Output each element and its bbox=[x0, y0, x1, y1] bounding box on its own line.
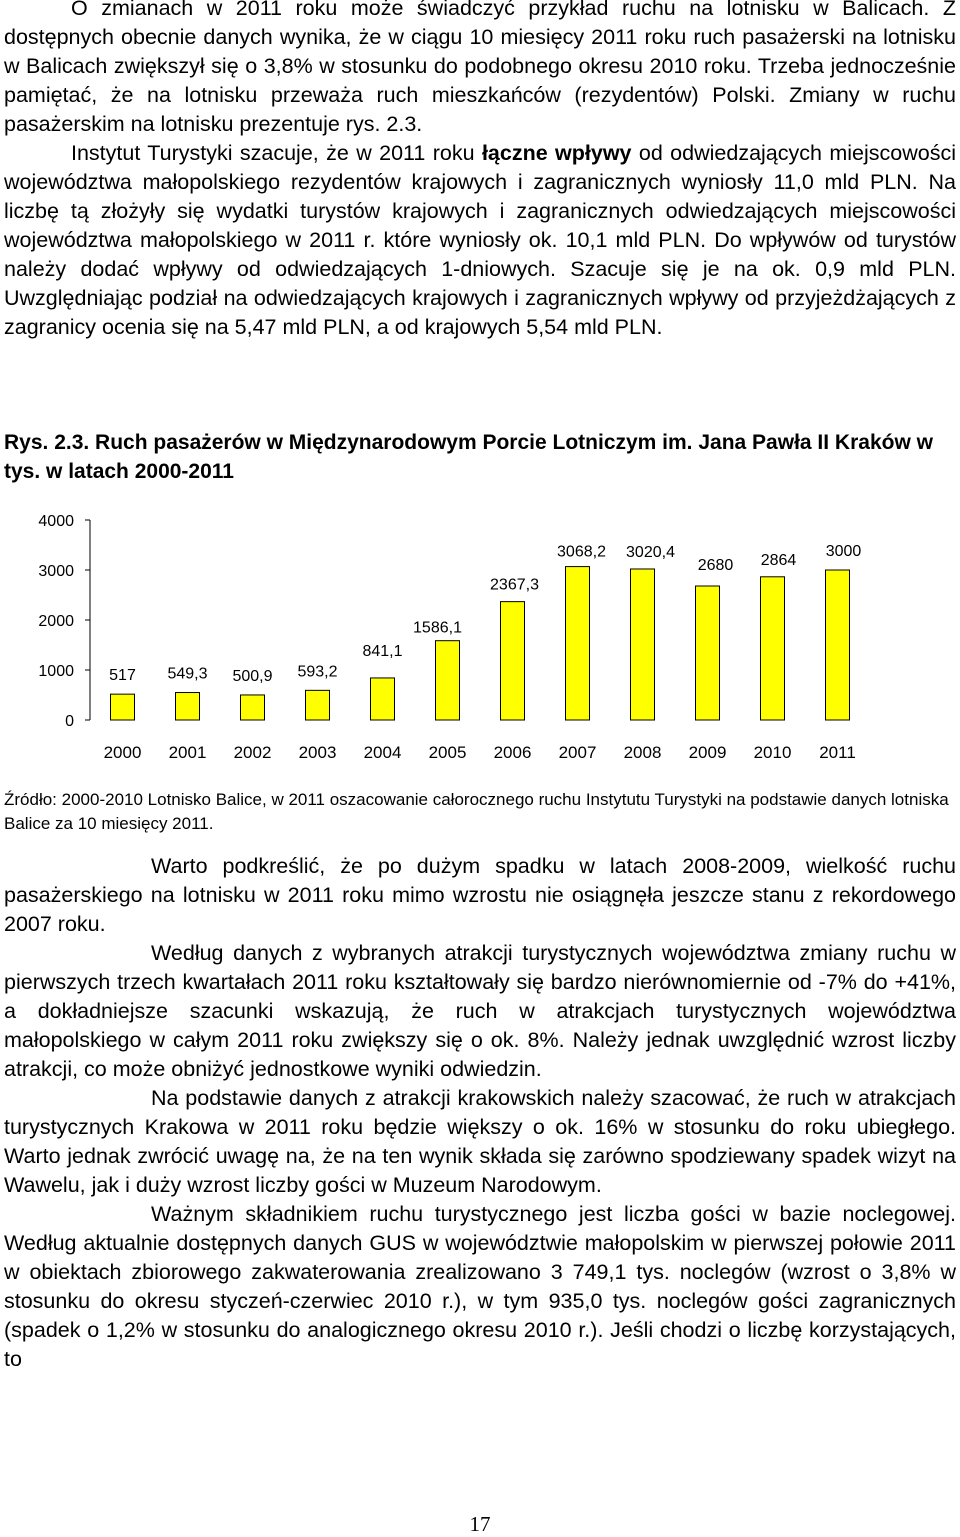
y-tick-label: 1000 bbox=[38, 663, 74, 680]
data-label-2005: 1586,1 bbox=[413, 619, 462, 637]
data-label-2010: 2864 bbox=[760, 551, 797, 569]
data-label-2004: 841,1 bbox=[362, 642, 403, 660]
x-tick-label-2004: 2004 bbox=[363, 743, 402, 762]
bar-2005 bbox=[436, 641, 460, 720]
bar-2006 bbox=[501, 602, 525, 720]
bar-2002 bbox=[241, 695, 265, 720]
paragraph-attractions: Według danych z wybranych atrakcji turystycznych województwa zmiany ruchu w pierwszych trzech kwartałach 2011 roku kształtowały się bardzo nierównomiernie od -7% do +41%, a dokładniejsze szacunki wskazują, że ruch w atrakcjach turystycznych województwa małopolskiego w całym 2011 roku zwiększy się o ok. 8%. Należy jednak uwzględnić wzrost liczby atrakcji, co może obniżyć jednostkowe wyniki odwiedzin. bbox=[4, 941, 956, 1081]
bar-2003 bbox=[306, 690, 330, 720]
bar-2009 bbox=[696, 586, 720, 720]
paragraph-revenues-end: od odwiedzających miejscowości województwa małopolskiego rezydentów krajowych i zagranicznych wyniosły 11,0 mld PLN. Na liczbę tą złożyły się wydatki turystów krajowych i zagranicznych odwiedzających miejscowości województwa małopolskiego w 2011 r. które wyniosły ok. 10,1 mld PLN. Do wpływów od turystów należy dodać wpływy od odwiedzających 1-dniowych. Szacuje się je na ok. 0,9 mld PLN. Uwzględniając podział na odwiedzających krajowych i zagranicznych wpływy od przyjeżdżających z zagranicy ocenia się na 5,47 mld PLN, a od krajowych 5,54 mld PLN. bbox=[4, 141, 956, 339]
bar-2001 bbox=[176, 693, 200, 720]
paragraph-revenues-bold: łączne wpływy bbox=[481, 141, 632, 165]
bar-2010 bbox=[761, 577, 785, 720]
x-tick-label-2009: 2009 bbox=[688, 743, 727, 762]
data-label-2011: 3000 bbox=[825, 543, 862, 560]
paragraph-accommodation: Ważnym składnikiem ruchu turystycznego jest liczba gości w bazie noclegowej. Według aktualnie dostępnych danych GUS w województwie małopolskim w pierwszej połowie 2011 w obiektach zbiorowego zakwaterowania zrealizowano 3 749,1 tys. noclegów (wzrost o 3,8% w stosunku do okresu styczeń-czerwiec 2010 r.), w tym 935,0 tys. noclegów gości zagranicznych (spadek o 1,2% w stosunku do analogicznego okresu 2010 r.). Jeśli chodzi o liczbę korzystających, to bbox=[4, 1202, 956, 1371]
x-tick-label-2008: 2008 bbox=[623, 743, 662, 762]
page-number: 17 bbox=[469, 1512, 491, 1536]
data-label-2006: 2367,3 bbox=[490, 576, 539, 594]
x-tick-label-2006: 2006 bbox=[493, 743, 532, 762]
x-tick-label-2002: 2002 bbox=[233, 743, 272, 762]
y-tick-label: 0 bbox=[65, 713, 74, 730]
paragraph-krakow-attractions: Na podstawie danych z atrakcji krakowskich należy szacować, że ruch w atrakcjach turystycznych Krakowa w 2011 roku będzie większy o ok. 16% w stosunku do roku ubiegłego. Warto jednak zwrócić uwagę na, że na ten wynik składa się zarówno spodziewany spadek wizyt na Wawelu, jak i duży wzrost liczby gości w Muzeum Narodowym. bbox=[4, 1086, 956, 1197]
x-tick-label-2010: 2010 bbox=[753, 743, 792, 762]
data-label-2009: 2680 bbox=[697, 557, 734, 574]
chart-x-tick-labels-group bbox=[104, 743, 856, 762]
x-tick-label-2000: 2000 bbox=[103, 743, 142, 762]
passenger-bar-chart bbox=[4, 500, 956, 770]
paragraph-revenues bbox=[4, 139, 956, 342]
data-label-2002: 500,9 bbox=[232, 667, 273, 685]
y-tick-label: 4000 bbox=[38, 513, 74, 530]
x-tick-label-2001: 2001 bbox=[168, 743, 207, 762]
x-tick-label-2011: 2011 bbox=[819, 743, 856, 762]
paragraph-record-year: Warto podkreślić, że po dużym spadku w latach 2008-2009, wielkość ruchu pasażerskiego na lotnisku w 2011 roku mimo wzrostu nie osiągnęła jeszcze stanu z rekordowego 2007 roku. bbox=[4, 854, 956, 936]
bar-2008 bbox=[631, 569, 655, 720]
bottom-text-block bbox=[4, 852, 956, 1374]
bar-2000 bbox=[111, 694, 135, 720]
chart-axis-group bbox=[38, 513, 90, 730]
figure-source-note: Źródło: 2000-2010 Lotnisko Balice, w 2011 oszacowanie całorocznego ruchu Instytutu Turystyki na podstawie danych lotniska Balice za 10 miesięcy 2011. bbox=[4, 790, 949, 833]
x-tick-label-2005: 2005 bbox=[428, 743, 467, 762]
x-tick-label-2003: 2003 bbox=[298, 743, 337, 762]
data-label-2001: 549,3 bbox=[167, 665, 208, 683]
data-label-2007: 3068,2 bbox=[557, 543, 606, 561]
x-tick-label-2007: 2007 bbox=[558, 743, 597, 762]
data-label-2000: 517 bbox=[109, 667, 136, 685]
chart-data-labels-group bbox=[109, 543, 861, 685]
data-label-2008: 3020,4 bbox=[626, 543, 675, 561]
y-tick-label: 3000 bbox=[38, 563, 74, 580]
bar-2004 bbox=[371, 678, 395, 720]
chart-bars-group bbox=[111, 567, 850, 720]
paragraph-airport-traffic: O zmianach w 2011 roku może świadczyć przykład ruchu na lotnisku w Balicach. Z dostępnych obecnie danych wynika, że w ciągu 10 miesięcy 2011 roku ruch pasażerski na lotnisku w Balicach zwiększył się o 3,8% w stosunku do podobnego okresu 2010 roku. Trzeba jednocześnie pamiętać, że na lotnisku przeważa ruch mieszkańców (rezydentów) Polski. Zmiany w ruchu pasażerskim na lotnisku prezentuje rys. 2.3. bbox=[4, 0, 956, 136]
data-label-2003: 593,2 bbox=[297, 663, 338, 681]
paragraph-revenues-start: Instytut Turystyki szacuje, że w 2011 roku bbox=[71, 141, 482, 165]
bar-2011 bbox=[826, 570, 850, 720]
bar-2007 bbox=[566, 567, 590, 720]
y-tick-label: 2000 bbox=[38, 613, 74, 630]
top-text-block bbox=[4, 0, 956, 342]
figure-caption: Rys. 2.3. Ruch pasażerów w Międzynarodowym Porcie Lotniczym im. Jana Pawła II Kraków w tys. w latach 2000-2011 bbox=[4, 431, 933, 483]
